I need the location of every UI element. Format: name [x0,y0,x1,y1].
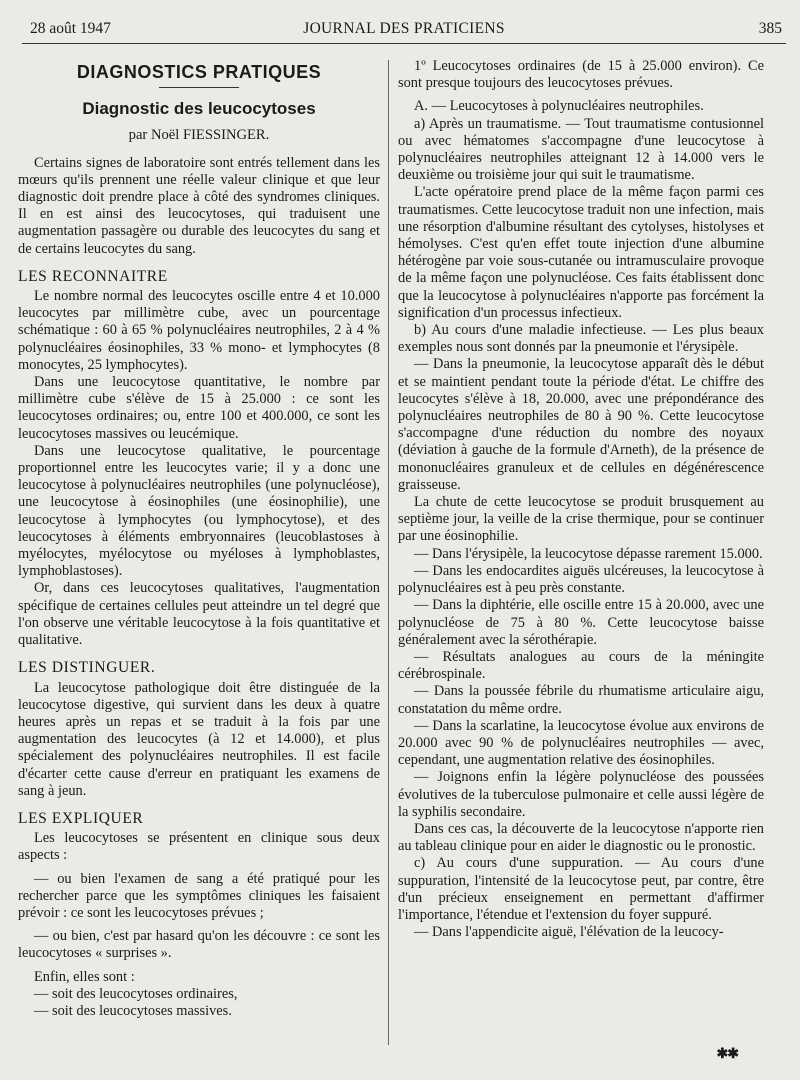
heading-expliquer: LES EXPLIQUER [18,809,144,827]
paragraph: Dans une leucocytose quantitative, le nombre par millimètre cube s'élève de 15 à 25.000 : ce sont les leucocytoses ordinaires; ou, entre 100 et 400.000, ce sont les leucocytoses massives ou leucémique. [18,374,380,442]
paragraph: b) Au cours d'une maladie infectieuse. — Les plus beaux exemples nous sont donnés par la pneumonie et l'érysipèle. [398,322,764,356]
paragraph: Enfin, elles sont : [34,968,135,985]
paragraph: — ou bien, c'est par hasard qu'on les découvre : ce sont les leucocytoses « surprises ». [18,928,380,962]
paragraph: Les leucocytoses se présentent en clinique sous deux aspects : [18,830,380,864]
intro-paragraph: Certains signes de laboratoire sont entrés tellement dans les mœurs qu'ils prennent une réelle valeur clinique et que leur diagnostic doit prendre place à côté des syndromes cliniques. Il en est ainsi des leucocytoses, qui traduisent une augmentation passagère ou durable des leucocytes du sang et de certains leucocytes du sang. [18,154,380,257]
right-column [398,58,764,941]
paragraph: — Résultats analogues au cours de la méningite cérébrospinale. [398,648,764,683]
article-author: par Noël FIESSINGER. [128,127,270,144]
paragraph: 1º Leucocytoses ordinaires (de 15 à 25.000 environ). Ce sont presque toujours des leucocytoses prévues. [398,58,764,92]
paragraph: — Dans la diphtérie, elle oscille entre 15 à 20.000, avec une polynucléose de 75 à 80 %. Cette leucocytose baisse généralement avec la sérothérapie. [398,597,764,648]
paragraph: L'acte opératoire prend place de la même façon parmi ces traumatismes. Cette leucocytose traduit non une infection, mais une résorption d'albumine résultant des cytolyses, histolyses et hémolyses. C'est qu'en effet toute injection d'une albumine hétérogène par voie sous-cutanée ou intramusculaire provoque de la même façon une polynucléose. Ces faits établissent donc que la leucocytose à polynucléaires n'apporte pas forcément la signification d'un processus infectieux. [398,184,764,321]
column-divider [388,60,389,1045]
paragraph: c) Au cours d'une suppuration. — Au cours d'une suppuration, l'intensité de la leucocytose peut, par contre, être d'un précieux enseignement en permettant d'affirmer l'importance, l'étendue et l'extension du foyer suppuré. [398,855,764,923]
header-rule [22,43,786,44]
page-header [22,18,786,44]
paragraph: La leucocytose pathologique doit être distinguée de la leucocytose digestive, qui survient dans les deux à quatre heures après un repas et se traduit à la fois par une augmentation des leucocytes (à 12 et 14.000), et plus spécialement des polynucléaires neutrophiles. Il est facile d'écarter cette cause d'erreur en pratiquant les examens de sang à jeun. [18,679,380,799]
article-title: Diagnostic des leucocytoses [82,99,316,119]
heading-reconnaitre: LES RECONNAITRE [18,267,168,285]
issue-date: 28 août 1947 [30,20,111,37]
heading-distinguer: LES DISTINGUER. [18,659,156,677]
list-item: — soit des leucocytoses ordinaires, [34,985,238,1002]
section-title: DIAGNOSTICS PRATIQUES [76,62,322,82]
left-column [18,58,380,1020]
paragraph: — ou bien l'examen de sang a été pratiqué pour les rechercher parce que les symptômes cliniques les faisaient prévoir : ce sont les leucocytoses prévues ; [18,870,380,921]
paragraph: Or, dans ces leucocytoses qualitatives, l'augmentation spécifique de certaines cellules peut atteindre un tel degré que l'on observe une véritable leucocytose à la fois quantitative et qualitative. [18,580,380,649]
paragraph: Le nombre normal des leucocytes oscille entre 4 et 10.000 leucocytes par millimètre cube, avec un pourcentage schématique : 60 à 65 % polynucléaires neutrophiles, 2 à 4 % polynucléaires éosinophiles, 33 % mono- et lymphocytes (8 monocytes, 25 lymphocytes). [18,288,380,373]
paragraph: — Dans l'érysipèle, la leucocytose dépasse rarement 15.000. [414,545,763,562]
page-number: 385 [758,20,782,37]
subheading: A. — Leucocytoses à polynucléaires neutrophiles. [414,98,704,115]
paragraph: Dans une leucocytose qualitative, le pourcentage proportionnel entre les leucocytes varie; il y a donc une leucocytose à polynucléaires neutrophiles (une polynucléose), une leucocytose à éosinophiles (une éosinophilie), une leucocytose à lymphocytes (ou lymphocytose), et des leucocytoses à éléments embryonnaires (leucoblastoses à myélocytes, myélocytose ou myéloses à lymphoblastes, lymphoblastoses). [18,442,380,580]
paragraph: — Joignons enfin la légère polynucléose des poussées évolutives de la tuberculose pulmonaire et celle aussi légère de la syphilis secondaire. [398,769,764,820]
paragraph: — Dans l'appendicite aiguë, l'élévation de la leucocy- [414,924,724,941]
printer-mark: ✱✱ [716,1046,738,1062]
paragraph: — Dans les endocardites aiguës ulcéreuses, la leucocytose à polynucléaires est à peu près constante. [398,562,764,597]
title-rule [159,87,239,88]
paragraph: — Dans la pneumonie, la leucocytose apparaît dès le début et se maintient pendant toute la période d'état. Le chiffre des leucocytes s'élève à 18, 20.000, avec une prépondérance des polynucléaires neutrophiles de 80 à 90 %. Cette leucocytose s'accompagne d'une réduction du nombre des noyaux (déviation à gauche de la formule d'Arneth), de la présence de mononucléaires granuleux et de cellules en dégénérescence graisseuse. [398,356,764,493]
paragraph: Dans ces cas, la découverte de la leucocytose n'apporte rien au tableau clinique pour en aider le diagnostic ou le pronostic. [398,820,764,855]
journal-name: JOURNAL DES PRATICIENS [303,20,505,37]
paragraph: a) Après un traumatisme. — Tout traumatisme contusionnel ou avec hématomes s'accompagne d'une leucocytose à polynucléaires neutrophiles atteignant 12 à 14.000 vers le deuxième ou troisième jour qui suit le traumatisme. [398,115,764,184]
paragraph: La chute de cette leucocytose se produit brusquement au septième jour, la veille de la crise thermique, pour se continuer par une éosinophilie. [398,494,764,545]
paragraph: — Dans la poussée fébrile du rhumatisme articulaire aigu, constatation du même ordre. [398,683,764,717]
paragraph: — Dans la scarlatine, la leucocytose évolue aux environs de 20.000 avec 90 % de polynucléaires neutrophiles — avec, cependant, une augmentation relative des éosinophiles. [398,717,764,769]
list-item: — soit des leucocytoses massives. [34,1002,232,1019]
